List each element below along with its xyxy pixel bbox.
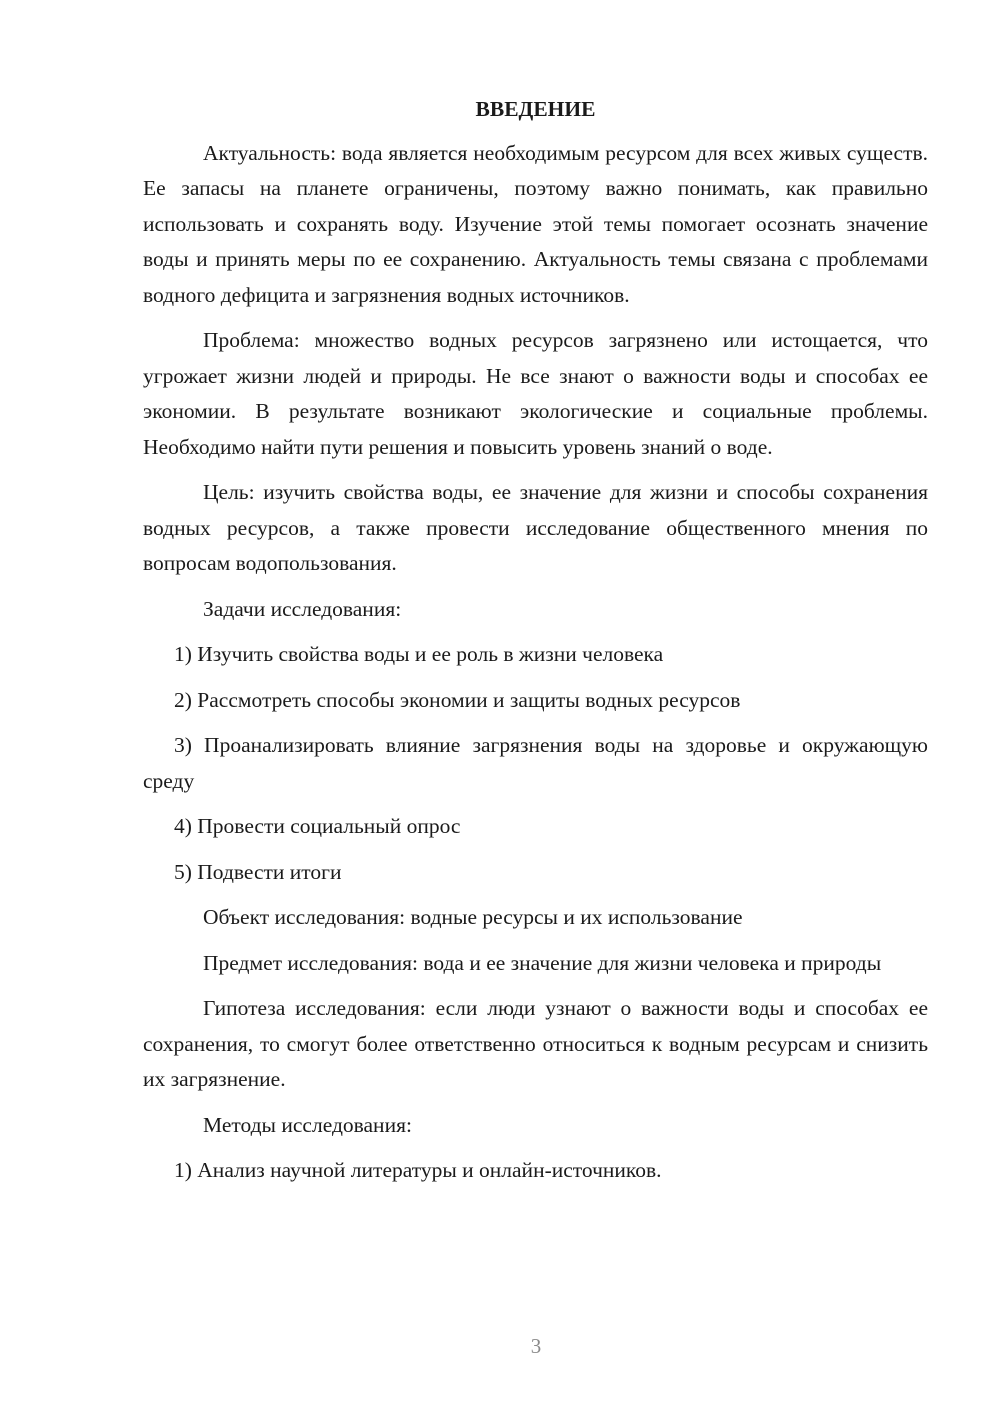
- goal-paragraph: Цель: изучить свойства воды, ее значение для жизни и способы сохранения водных ресурсов, а также провести исследование общественного мнения по вопросам водопользования.: [143, 480, 928, 575]
- page-number: 3: [530, 1334, 542, 1358]
- task-item-1: 1) Изучить свойства воды и ее роль в жизни человека: [174, 642, 664, 666]
- tasks-heading: Задачи исследования:: [203, 596, 402, 621]
- relevance-paragraph: Актуальность: вода является необходимым ресурсом для всех живых существ. Ее запасы на планете ограничены, поэтому важно понимать, как правильно использовать и сохранять воду. Изучение этой темы помогает осознать значение воды и принять меры по ее сохранению. Актуальность темы связана с проблемами водного дефицита и загрязнения водных источников.: [143, 140, 928, 307]
- problem-paragraph: Проблема: множество водных ресурсов загрязнено или истощается, что угрожает жизни людей и природы. Не все знают о важности воды и способах ее экономии. В результате возникают экологические и социальные проблемы. Необходимо найти пути решения и повысить уровень знаний о воде.: [143, 328, 928, 459]
- task-item-3: 3) Проанализировать влияние загрязнения воды на здоровье и окружающую среду: [143, 733, 928, 793]
- method-item-1: 1) Анализ научной литературы и онлайн-источников.: [174, 1158, 662, 1182]
- subject-paragraph: Предмет исследования: вода и ее значение для жизни человека и природы: [203, 950, 882, 975]
- object-paragraph: Объект исследования: водные ресурсы и их использование: [203, 905, 743, 929]
- methods-heading: Методы исследования:: [203, 1112, 412, 1137]
- task-item-5: 5) Подвести итоги: [174, 859, 342, 884]
- hypothesis-paragraph: Гипотеза исследования: если люди узнают о важности воды и способах ее сохранения, то смогут более ответственно относиться к водным ресурсам и снизить их загрязнение.: [143, 996, 928, 1091]
- task-item-2: 2) Рассмотреть способы экономии и защиты водных ресурсов: [174, 687, 741, 712]
- document-page: [143, 92, 928, 1199]
- page-title: ВВЕДЕНИЕ: [475, 97, 596, 121]
- task-item-4: 4) Провести социальный опрос: [174, 814, 461, 838]
